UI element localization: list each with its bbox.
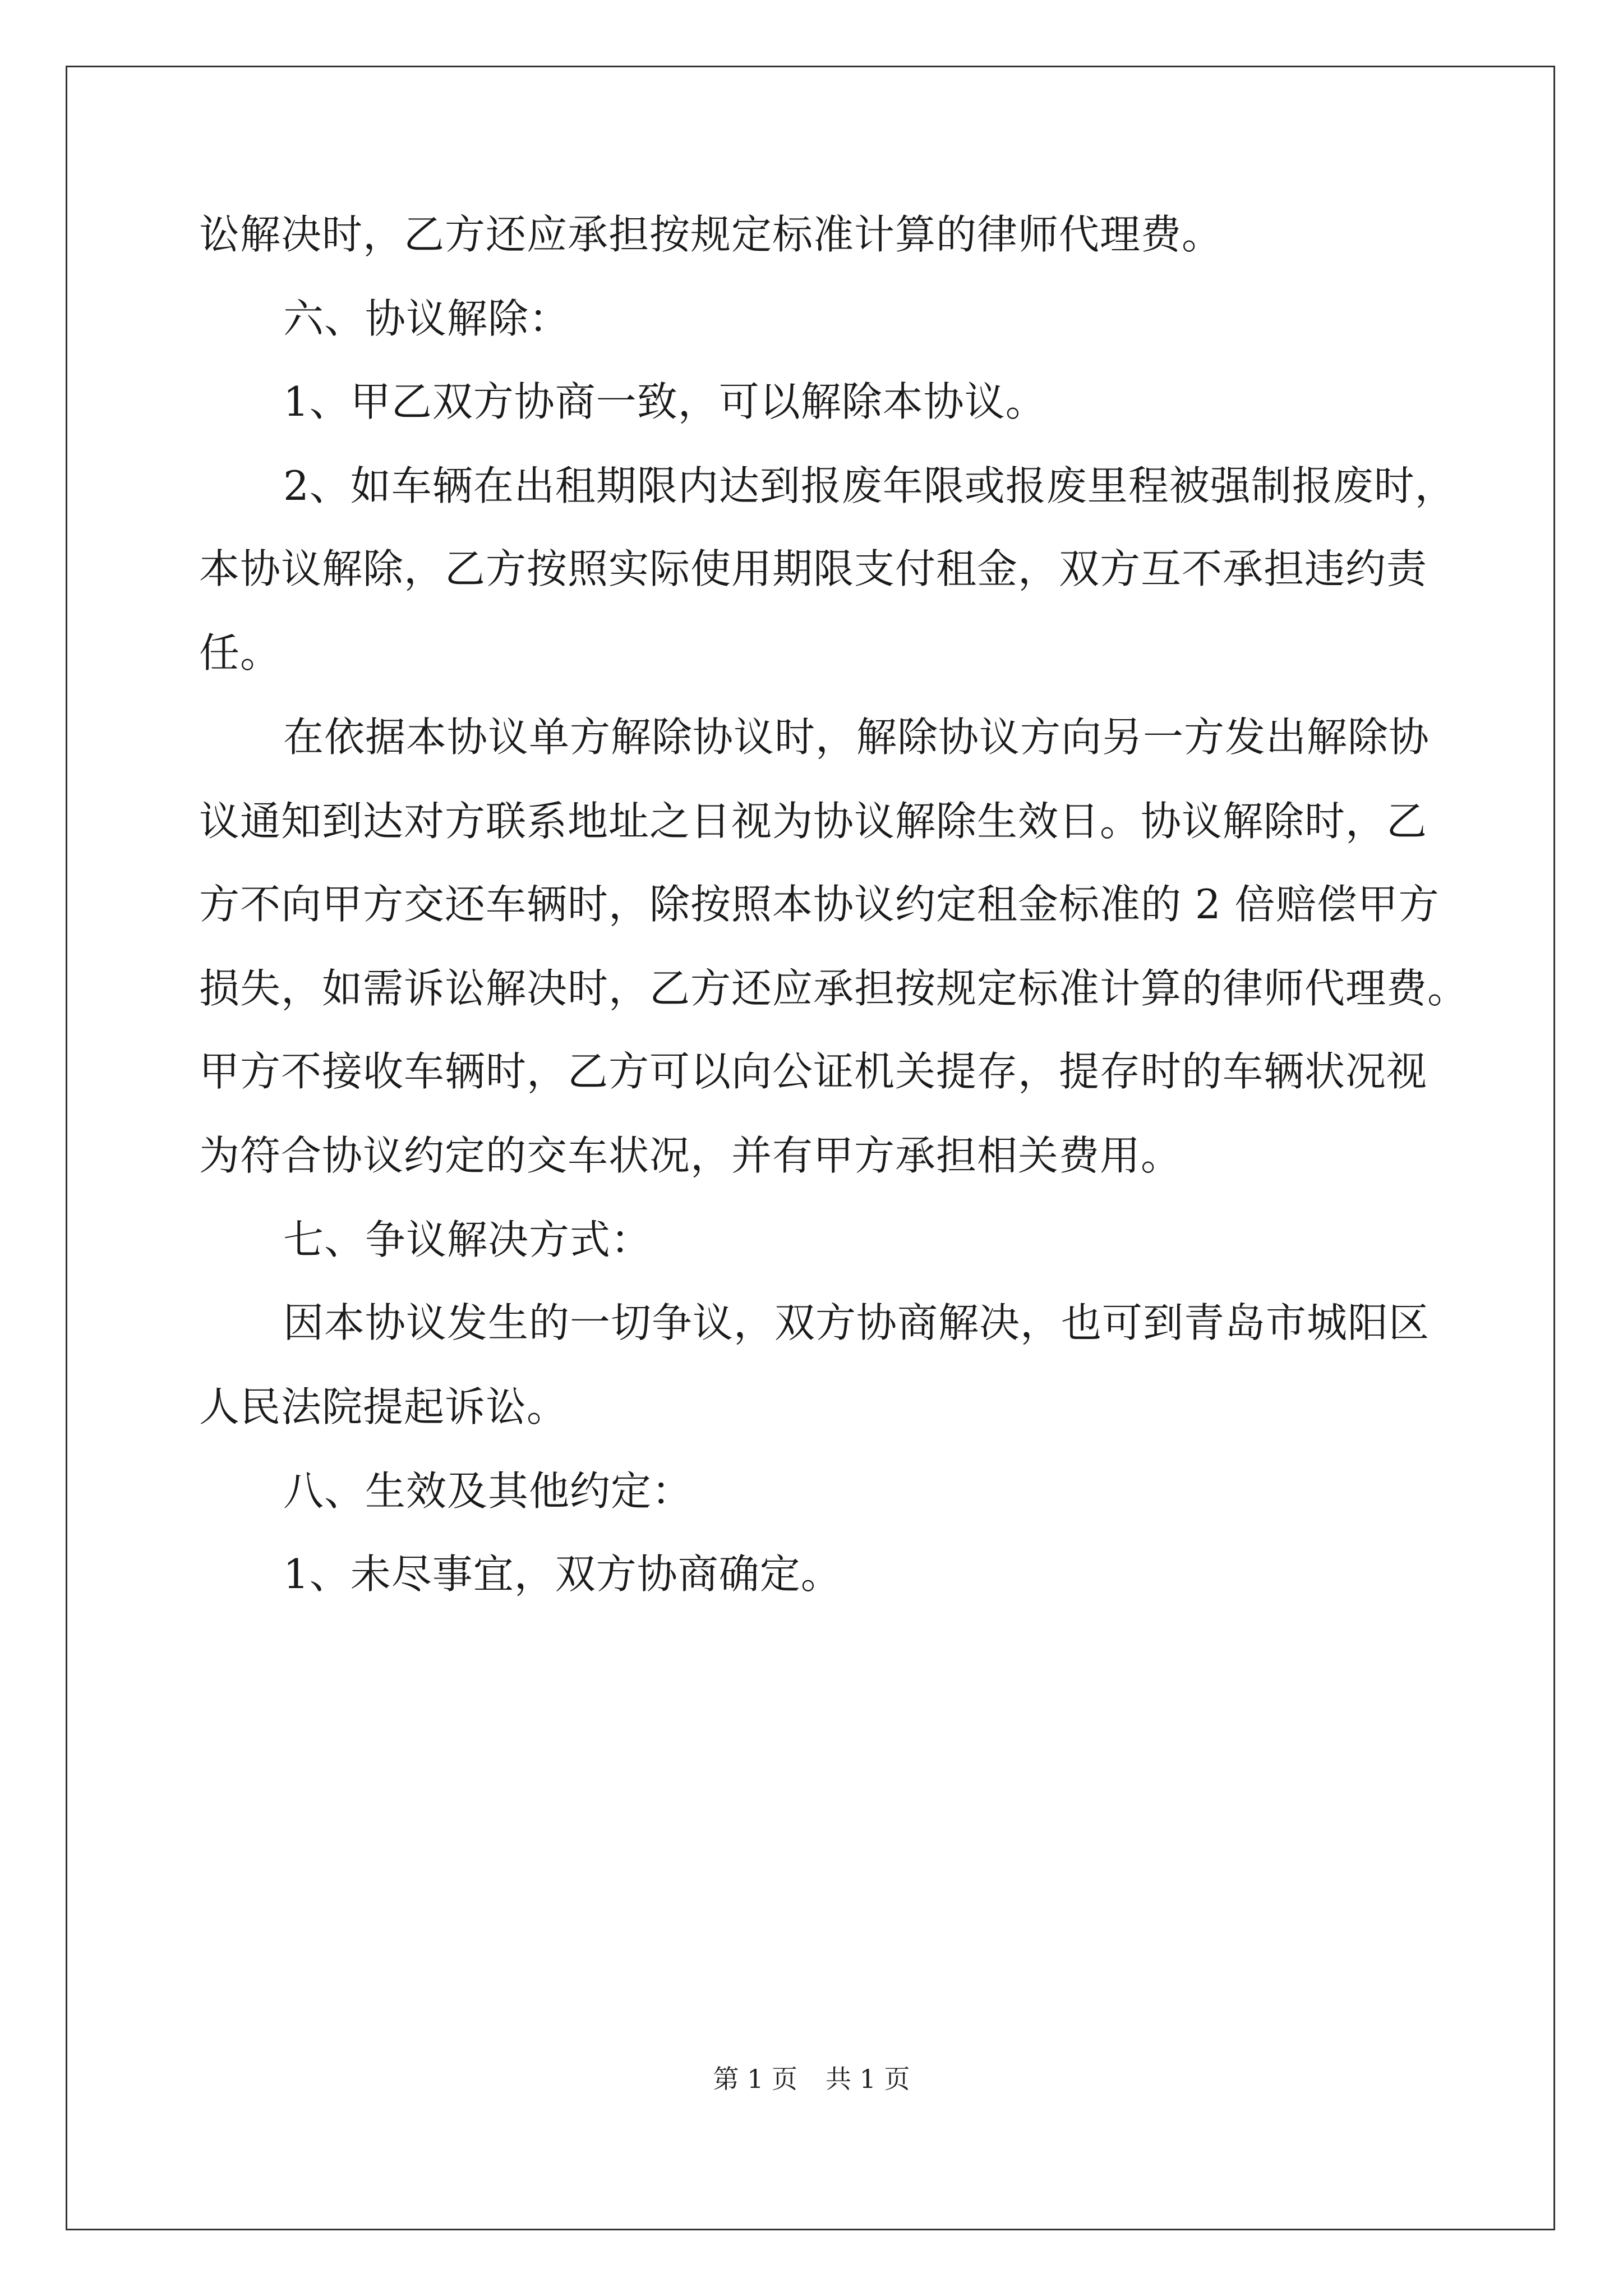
text-line: 议通知到达对方联系地址之日视为协议解除生效日。协议解除时，乙 xyxy=(199,798,1428,845)
text-line: 为符合协议约定的交车状况，并有甲方承担相关费用。 xyxy=(199,1132,1182,1179)
text-line: 本协议解除，乙方按照实际使用期限支付租金，双方互不承担违约责 xyxy=(199,545,1428,592)
text-line: 在依据本协议单方解除协议时，解除协议方向另一方发出解除协 xyxy=(283,714,1430,761)
text-line: 因本协议发生的一切争议，双方协商解决，也可到青岛市城阳区 xyxy=(283,1299,1430,1346)
text-line: 甲方不接收车辆时，乙方可以向公证机关提存，提存时的车辆状况视 xyxy=(199,1048,1428,1095)
page-footer xyxy=(0,2062,1623,2096)
section-heading: 八、生效及其他约定： xyxy=(283,1467,693,1515)
text-line: 1、未尽事宜，双方协商确定。 xyxy=(283,1550,842,1598)
text-line: 任。 xyxy=(199,629,282,677)
page-total: 共 1 页 xyxy=(826,2064,910,2094)
text-line: 损失，如需诉讼解决时，乙方还应承担按规定标准计算的律师代理费。 xyxy=(199,965,1469,1012)
text-line: 方不向甲方交还车辆时，除按照本协议约定租金标准的 2 倍赔偿甲方 xyxy=(199,881,1440,928)
page-number: 第 1 页 xyxy=(713,2064,797,2094)
text-line: 1、甲乙双方协商一致，可以解除本协议。 xyxy=(283,378,1046,425)
text-line: 人民法院提起诉讼。 xyxy=(199,1383,568,1430)
section-heading: 七、争议解决方式： xyxy=(283,1216,652,1263)
text-line: 2、如车辆在出租期限内达到报废年限或报废里程被强制报废时， xyxy=(283,462,1456,509)
text-line: 讼解决时，乙方还应承担按规定标准计算的律师代理费。 xyxy=(199,211,1223,258)
section-heading: 六、协议解除： xyxy=(283,295,570,342)
